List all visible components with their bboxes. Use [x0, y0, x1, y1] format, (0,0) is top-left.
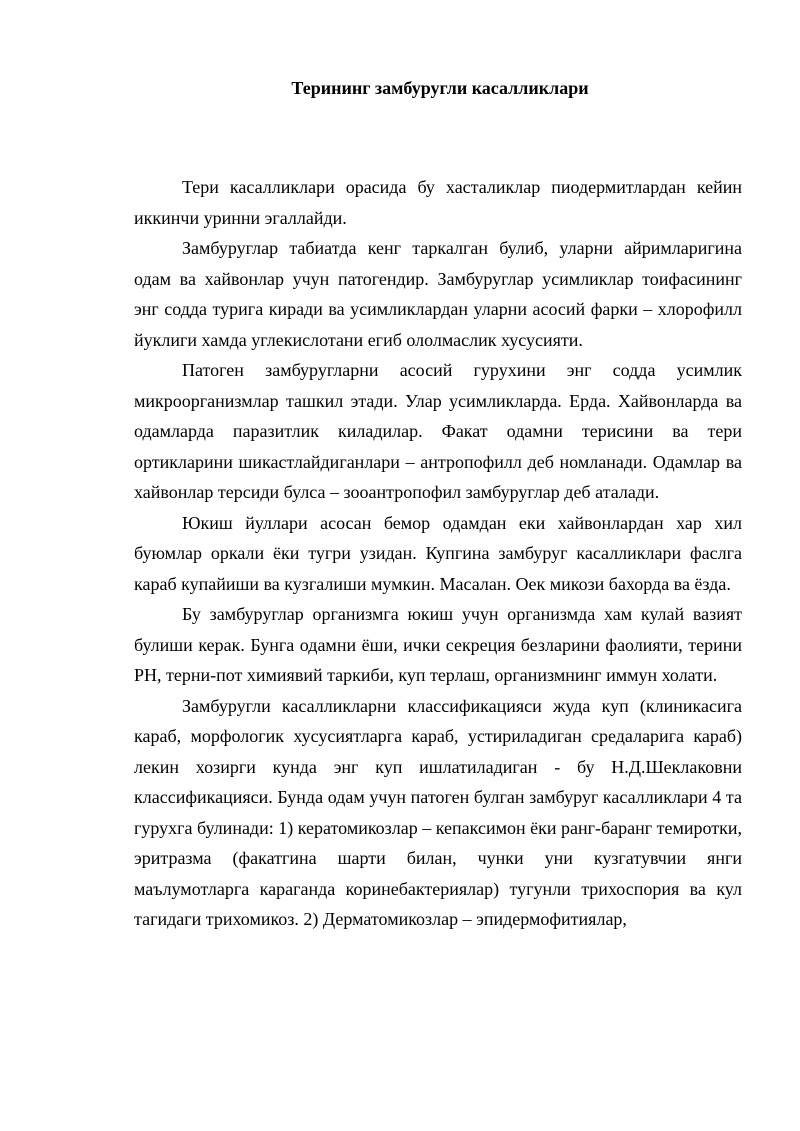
document-body [134, 172, 742, 935]
document-title: Терининг замбуругли касалликлари [291, 78, 589, 98]
paragraph: Замбуруглар табиатда кенг таркалган булиб, уларни айримларигина одам ва хайвонлар учун патогендир. Замбуруглар усимликлар тоифасининг энг содда турига киради ва усимликлардан уларни асосий фарки – хлорофилл йуклиги хамда углекислотани егиб ололмаслик хусусияти. [134, 238, 742, 350]
paragraph: Юкиш йуллари асосан бемор одамдан еки хайвонлардан хар хил буюмлар оркали ёки тугри узидан. Купгина замбуруг касалликлари фаслга караб купайиши ва кузгалиши мумкин. Масалан. Оек микози бахорда ва ёзда. [134, 512, 742, 594]
paragraph: Замбуругли касалликларни классификацияси жуда куп (клиникасига караб, морфологик хусусиятларга караб, устириладиган средаларига караб) лекин хозирги кунда энг куп ишлатиладиган - бу Н.Д.Шеклаковни классификацияси. Бунда одам учун патоген булган замбуруг касалликлари 4 та гурухга булинади: 1) кератомикозлар – кепаксимон ёки ранг-баранг темиротки, эритразма (факатгина шарти билан, чунки уни кузгатувчии янги маълумотларга караганда коринебактериялар) тугунли трихоспория ва кул тагидаги трихомикоз. 2) Дерматомикозлар – эпидермофитиялар, [134, 695, 743, 929]
paragraph: Тери касалликлари орасида бу хасталиклар пиодермитлардан кейин иккинчи уринни эгаллайди. [134, 177, 742, 228]
paragraph: Бу замбуруглар организмга юкиш учун организмда хам кулай вазият булиши керак. Бунга одамни ёши, ички секреция безларини фаолияти, терини РН, терни-пот химиявий таркиби, куп терлаш, организмнинг иммун холати. [134, 604, 742, 685]
paragraph: Патоген замбуругларни асосий гурухини энг содда усимлик микроорганизмлар ташкил этади. Улар усимликларда. Ерда. Хайвонларда ва одамларда паразитлик киладилар. Факат одамни терисини ва тери ортикларини шикастлайдиганлари – антропофилл деб номланади. Одамлар ва хайвонлар терсиди булса – зооантропофил замбуруглар деб аталади. [134, 360, 742, 502]
